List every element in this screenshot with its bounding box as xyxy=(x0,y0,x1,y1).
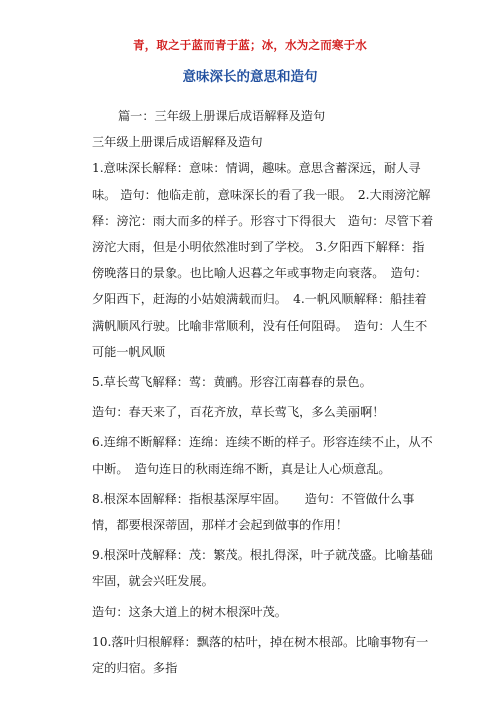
paragraph: 10.落叶归根解释：飘落的枯叶，掉在树木根部。比喻事物有一定的归宿。多指 xyxy=(92,634,429,676)
paragraph: 1.意味深长解释：意味：情调，趣味。意思含蓄深远，耐人寻味。 造句：他临走前，意味深长的看了我一眼。 2.大雨滂沱解释：滂沱：雨大而多的样子。形容寸下得很大 造句：尽管下着滂沱大雨，但是小明依然准时到了学校。 3.夕阳西下解释：指傍晚落日的景象。也比喻人迟暮之年或事物走向衰落。 造句：夕阳西下，赶海的小姑娘满载而归。 4.一帆风顺解释：船挂着满帆顺风行驶。比喻非常顺利，没有任何阻碍。 造句：人生不可能一帆风顺 xyxy=(92,161,434,359)
header-motto: 青，取之于蓝而青于蓝；冰，水为之而寒于水 xyxy=(133,38,367,52)
document-body xyxy=(74,103,436,681)
paragraph: 造句：春天来了，百花齐放，草长莺飞，多么美丽啊！ xyxy=(92,405,385,420)
section-subtitle: 三年级上册课后成语解释及造句 xyxy=(92,135,263,150)
paragraph: 造句：这条大道上的树木根深叶茂。 xyxy=(92,604,287,619)
document-title: 意味深长的意思和造句 xyxy=(182,69,318,85)
paragraph: 8.根深本固解释：指根基深厚牢固。 造句：不管做什么事情，都要根深蒂固，那样才会起到做事的作用！ xyxy=(92,491,415,533)
paragraph: 5.草长莺飞解释：莺：黄鹂。形容江南暮春的景色。 xyxy=(92,375,372,390)
chapter-heading: 篇一：三年级上册课后成语解释及造句 xyxy=(118,109,326,123)
paragraph: 9.根深叶茂解释：茂：繁茂。根扎得深，叶子就茂盛。比喻基础牢固，就会兴旺发展。 xyxy=(92,548,433,589)
paragraph: 6.连绵不断解释：连绵：连续不断的样子。形容连续不止，从不中断。 造句连日的秋雨连绵不断，真是让人心烦意乱。 xyxy=(92,435,433,476)
